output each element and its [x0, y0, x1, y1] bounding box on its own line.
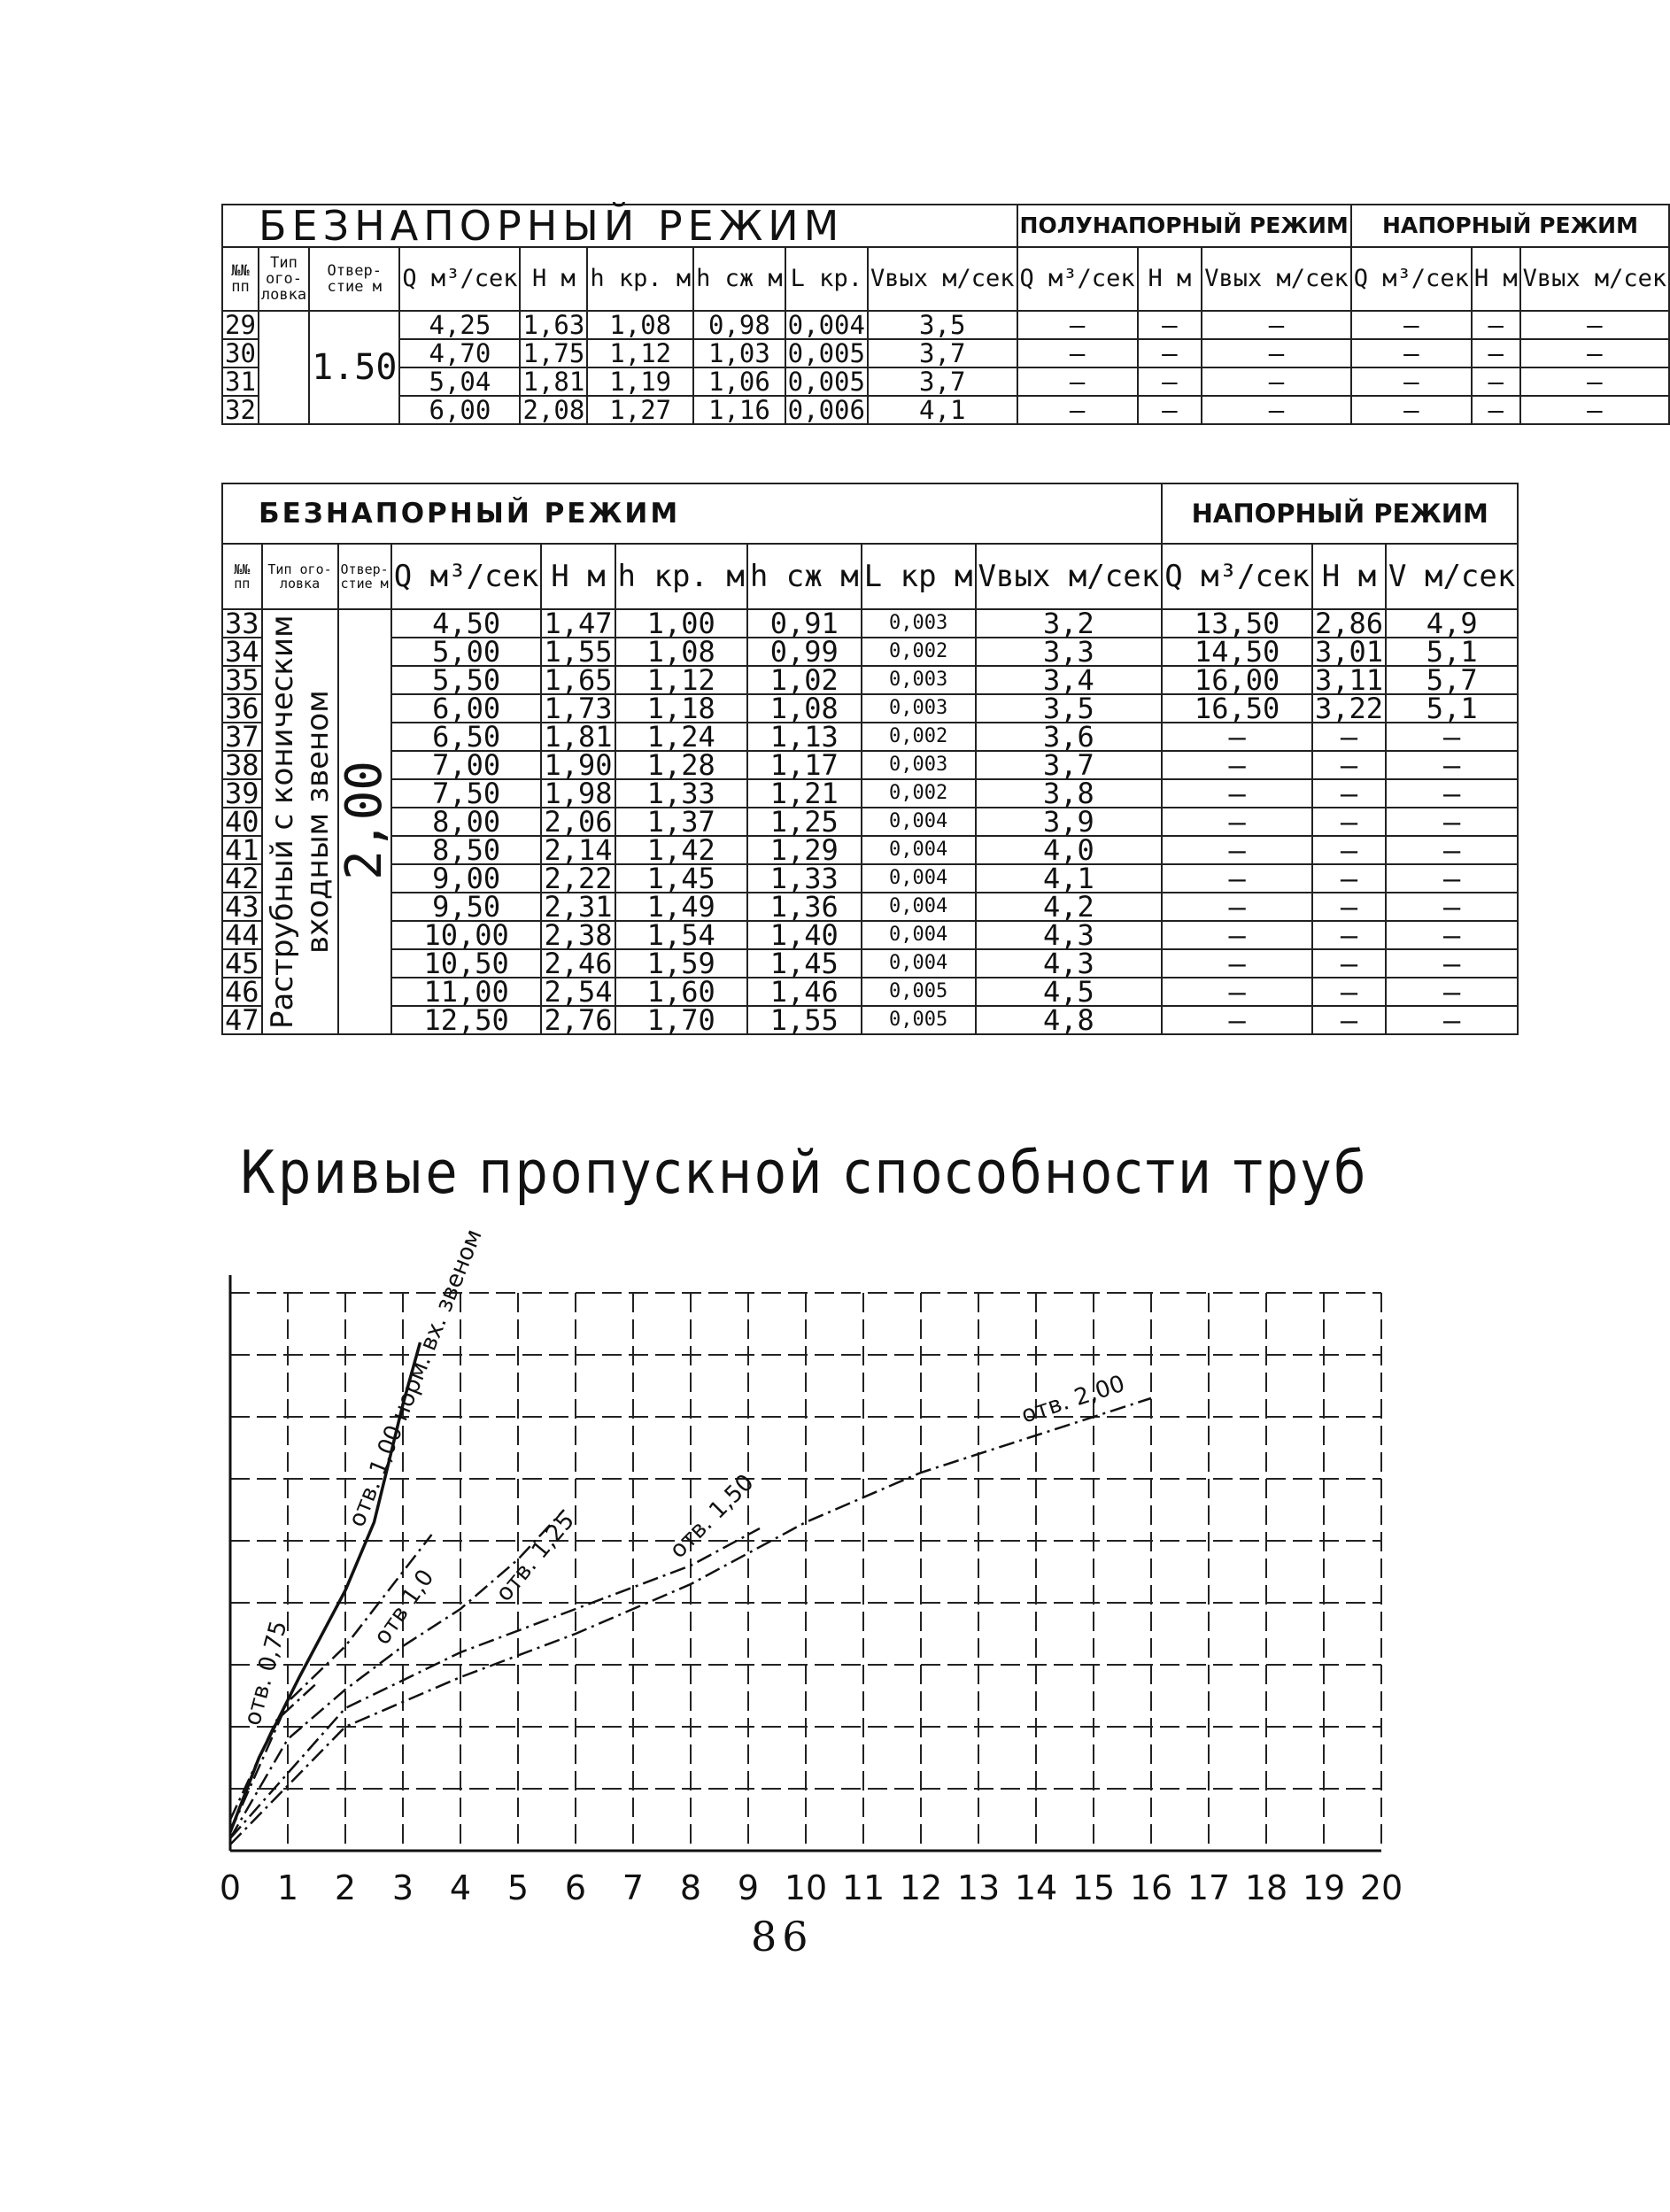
- table-cell-empty: —: [1520, 367, 1670, 396]
- table-cell-V: 4,8: [976, 1006, 1163, 1034]
- table-cell-empty: —: [1017, 311, 1138, 339]
- table-row: [222, 723, 1518, 751]
- table-cell-hkr: 1,42: [615, 836, 747, 864]
- table1-header-cell: Vвых м/сек: [1520, 247, 1670, 311]
- table-cell-n: 29: [222, 311, 259, 339]
- type-label-line-1: Раструбный с коническим: [264, 615, 300, 1029]
- x-tick-label: 5: [506, 1868, 530, 1907]
- table-cell-Lkr: 0,002: [862, 723, 976, 751]
- table-cell-Q: 9,50: [391, 893, 542, 921]
- table-cell-Q: 6,50: [391, 723, 542, 751]
- table-cell-n: 32: [222, 396, 259, 424]
- diameter-value: 2,00: [335, 760, 393, 880]
- table-cell-empty: —: [1386, 723, 1518, 751]
- table1-header-cell: H м: [520, 247, 587, 311]
- table-cell-hkr: 1,27: [587, 396, 693, 424]
- table1-title-mid: ПОЛУНАПОРНЫЙ РЕЖИМ: [1017, 205, 1351, 247]
- table1-title-left: БЕЗНАПОРНЫЙ РЕЖИМ: [222, 205, 1017, 247]
- table-cell-H: 2,38: [541, 921, 615, 949]
- x-tick-label: 1: [276, 1868, 299, 1907]
- x-tick-label: 19: [1302, 1868, 1346, 1907]
- table-cell-V: 3,9: [976, 808, 1163, 836]
- table-cell-Lkr: 0,004: [862, 836, 976, 864]
- table-cell-type: [259, 311, 309, 424]
- table-cell-Lkr: 0,004: [785, 311, 868, 339]
- series-label: отв. 1,00 норм. вх. звеном: [344, 1226, 488, 1531]
- table-cell-hsj: 1,16: [693, 396, 785, 424]
- table-cell-V: 4,1: [868, 396, 1017, 424]
- table1-body: [222, 311, 1669, 424]
- table-cell-empty: —: [1162, 893, 1312, 921]
- capacity-chart: [213, 1226, 1417, 1922]
- table-cell-V: 3,7: [868, 339, 1017, 367]
- table-cell-H: 1,47: [541, 609, 615, 638]
- table-cell-H: 1,81: [520, 367, 587, 396]
- table-row: [222, 666, 1518, 694]
- series-line: [230, 1528, 760, 1838]
- table-cell-Lkr: 0,003: [862, 666, 976, 694]
- table-cell-Hn: 3,11: [1312, 666, 1386, 694]
- table-cell-Q: 8,00: [391, 808, 542, 836]
- table1-title-right: НАПОРНЫЙ РЕЖИМ: [1351, 205, 1669, 247]
- table-cell-n: 34: [222, 638, 262, 666]
- table-cell-H: 1,55: [541, 638, 615, 666]
- table-row: [222, 638, 1518, 666]
- table-cell-hkr: 1,24: [615, 723, 747, 751]
- table-cell-hkr: 1,70: [615, 1006, 747, 1034]
- table-cell-H: 1,81: [541, 723, 615, 751]
- table-cell-empty: —: [1312, 1006, 1386, 1034]
- table-cell-H: 2,06: [541, 808, 615, 836]
- series-label: отв. 1,50: [664, 1469, 760, 1564]
- table-cell-empty: —: [1138, 396, 1202, 424]
- x-tick-label: 10: [784, 1868, 828, 1907]
- table-cell-Lkr: 0,005: [862, 978, 976, 1006]
- table-row: [222, 864, 1518, 893]
- table-cell-V: 3,8: [976, 779, 1163, 808]
- table-cell-empty: —: [1202, 339, 1351, 367]
- table-row: [222, 1006, 1518, 1034]
- table-cell-Lkr: 0,003: [862, 751, 976, 779]
- table-cell-empty: —: [1312, 751, 1386, 779]
- table-cell-empty: —: [1312, 808, 1386, 836]
- table-cell-Q: 5,00: [391, 638, 542, 666]
- table-cell-empty: —: [1162, 978, 1312, 1006]
- table-cell-V: 4,3: [976, 921, 1163, 949]
- x-tick-label: 8: [679, 1868, 702, 1907]
- chart-title: Кривые пропускной способности труб: [239, 1137, 1369, 1208]
- x-tick-label: 20: [1359, 1868, 1403, 1907]
- table-cell-empty: —: [1472, 396, 1520, 424]
- table-cell-hsj: 1,02: [747, 666, 862, 694]
- table-cell-Vn: 5,1: [1386, 638, 1518, 666]
- table-cell-V: 3,5: [976, 694, 1163, 723]
- table2-header-cell: V м/сек: [1386, 544, 1518, 609]
- table2-header-cell: Q м³/сек: [1162, 544, 1312, 609]
- table-cell-V: 3,3: [976, 638, 1163, 666]
- table-cell-empty: —: [1386, 921, 1518, 949]
- table-cell-Vn: 5,7: [1386, 666, 1518, 694]
- table-cell-empty: —: [1386, 978, 1518, 1006]
- table-cell-hsj: 1,25: [747, 808, 862, 836]
- table-cell-Lkr: 0,005: [785, 367, 868, 396]
- table-cell-V: 3,7: [868, 367, 1017, 396]
- table-cell-H: 2,31: [541, 893, 615, 921]
- table-cell-hsj: 1,08: [747, 694, 862, 723]
- table2-header-cell: h сж м: [747, 544, 862, 609]
- table-cell-Q: 5,04: [399, 367, 520, 396]
- table-cell-Lkr: 0,003: [862, 694, 976, 723]
- table-cell-empty: —: [1162, 1006, 1312, 1034]
- table-cell-Q: 4,25: [399, 311, 520, 339]
- table2-title-left: БЕЗНАПОРНЫЙ РЕЖИМ: [222, 483, 1162, 544]
- table-row: [222, 893, 1518, 921]
- table-cell-hsj: 1,29: [747, 836, 862, 864]
- table-cell-Lkr: 0,004: [862, 864, 976, 893]
- table-cell-H: 1,73: [541, 694, 615, 723]
- table-row: [222, 978, 1518, 1006]
- table1-header-cell: h кр. м: [587, 247, 693, 311]
- table-cell-hkr: 1,49: [615, 893, 747, 921]
- x-tick-label: 17: [1187, 1868, 1231, 1907]
- table-cell-hkr: 1,08: [587, 311, 693, 339]
- table-cell-n: 41: [222, 836, 262, 864]
- x-tick-label: 3: [391, 1868, 414, 1907]
- table2-header-cell: №№ пп: [222, 544, 262, 609]
- x-tick-label: 9: [737, 1868, 760, 1907]
- table-cell-n: 42: [222, 864, 262, 893]
- table-cell-hkr: 1,45: [615, 864, 747, 893]
- table-cell-Q: 11,00: [391, 978, 542, 1006]
- table-cell-empty: —: [1312, 921, 1386, 949]
- table-cell-H: 2,54: [541, 978, 615, 1006]
- table-cell-hkr: 1,12: [615, 666, 747, 694]
- table1-header-cell: L кр.: [785, 247, 868, 311]
- series-label: отв 1,0: [368, 1565, 440, 1651]
- table-cell-empty: —: [1162, 921, 1312, 949]
- table-cell-hsj: 0,91: [747, 609, 862, 638]
- table2-header-cell: h кр. м: [615, 544, 747, 609]
- table-cell-V: 4,3: [976, 949, 1163, 978]
- table-cell-n: 40: [222, 808, 262, 836]
- table-cell-empty: —: [1386, 751, 1518, 779]
- table-cell-n: 38: [222, 751, 262, 779]
- table-cell-hsj: 1,13: [747, 723, 862, 751]
- table-cell-n: 47: [222, 1006, 262, 1034]
- table-cell-hsj: 1,45: [747, 949, 862, 978]
- table-cell-Lkr: 0,006: [785, 396, 868, 424]
- table-cell-empty: —: [1472, 311, 1520, 339]
- table-cell-H: 2,14: [541, 836, 615, 864]
- table-cell-V: 3,2: [976, 609, 1163, 638]
- table-cell-hkr: 1,54: [615, 921, 747, 949]
- table-cell-diam: 1.50: [309, 311, 399, 424]
- table-row: [222, 311, 1669, 339]
- table1-header-cell: Vвых м/сек: [1202, 247, 1351, 311]
- table-cell-Q: 9,00: [391, 864, 542, 893]
- table-cell-n: 39: [222, 779, 262, 808]
- table-cell-Q: 4,70: [399, 339, 520, 367]
- table-cell-empty: —: [1386, 779, 1518, 808]
- table-cell-H: 2,76: [541, 1006, 615, 1034]
- table2-header-cell: H м: [541, 544, 615, 609]
- table-cell-hkr: 1,28: [615, 751, 747, 779]
- table-cell-empty: —: [1351, 311, 1472, 339]
- table-1: [221, 204, 1670, 425]
- table-cell-hkr: 1,37: [615, 808, 747, 836]
- x-tick-label: 16: [1129, 1868, 1173, 1907]
- table-cell-Qn: 16,50: [1162, 694, 1312, 723]
- table-cell-hkr: 1,19: [587, 367, 693, 396]
- table-cell-Q: 12,50: [391, 1006, 542, 1034]
- table-cell-empty: —: [1351, 396, 1472, 424]
- table-cell-H: 1,75: [520, 339, 587, 367]
- table-row: [222, 396, 1669, 424]
- table1-header-cell: Отвер- стие м: [309, 247, 399, 311]
- table-cell-n: 35: [222, 666, 262, 694]
- table-row: [222, 808, 1518, 836]
- table-row: [222, 339, 1669, 367]
- table-cell-empty: —: [1162, 949, 1312, 978]
- table-cell-hsj: 0,98: [693, 311, 785, 339]
- x-tick-label: 2: [334, 1868, 357, 1907]
- table1-header-cell: H м: [1138, 247, 1202, 311]
- table-cell-Vn: 4,9: [1386, 609, 1518, 638]
- table2-body: [222, 607, 1518, 1037]
- table-cell-empty: —: [1386, 893, 1518, 921]
- table-cell-hsj: 1,33: [747, 864, 862, 893]
- table-cell-Lkr: 0,004: [862, 949, 976, 978]
- table-cell-Q: 7,00: [391, 751, 542, 779]
- table-cell-Hn: 3,22: [1312, 694, 1386, 723]
- table-row: [222, 779, 1518, 808]
- table-cell-H: 1,63: [520, 311, 587, 339]
- table-cell-Q: 8,50: [391, 836, 542, 864]
- table-cell-V: 3,4: [976, 666, 1163, 694]
- table1-header-cell: Vвых м/сек: [868, 247, 1017, 311]
- table-cell-empty: —: [1162, 808, 1312, 836]
- table-row: [222, 836, 1518, 864]
- x-tick-label: 0: [219, 1868, 242, 1907]
- table-cell-Lkr: 0,004: [862, 808, 976, 836]
- x-tick-label: 7: [622, 1868, 645, 1907]
- table-cell-empty: —: [1386, 836, 1518, 864]
- table-cell-empty: —: [1312, 893, 1386, 921]
- table-cell-hsj: 1,55: [747, 1006, 862, 1034]
- table-cell-Lkr: 0,003: [862, 609, 976, 638]
- table-cell-empty: —: [1520, 396, 1670, 424]
- table-cell-Q: 5,50: [391, 666, 542, 694]
- table-cell-hkr: 1,08: [615, 638, 747, 666]
- table-cell-type: [262, 609, 338, 1034]
- table-cell-empty: —: [1472, 367, 1520, 396]
- table-cell-empty: —: [1312, 949, 1386, 978]
- table1-header-cell: Q м³/сек: [399, 247, 520, 311]
- table-cell-Lkr: 0,004: [862, 893, 976, 921]
- table-cell-empty: —: [1162, 864, 1312, 893]
- table-cell-Qn: 13,50: [1162, 609, 1312, 638]
- series-label: отв. 1,25: [491, 1507, 581, 1607]
- table-cell-empty: —: [1202, 396, 1351, 424]
- series-label: отв. 2,00: [1017, 1370, 1129, 1429]
- table-cell-Lkr: 0,002: [862, 638, 976, 666]
- table-cell-empty: —: [1386, 864, 1518, 893]
- table2-header-cell: Vвых м/сек: [976, 544, 1163, 609]
- table-row: [222, 921, 1518, 949]
- table-cell-V: 4,5: [976, 978, 1163, 1006]
- table-cell-Lkr: 0,005: [862, 1006, 976, 1034]
- table-cell-hsj: 1,03: [693, 339, 785, 367]
- table-cell-Vn: 5,1: [1386, 694, 1518, 723]
- table-cell-empty: —: [1386, 1006, 1518, 1034]
- table-cell-hsj: 1,36: [747, 893, 862, 921]
- table-cell-H: 1,98: [541, 779, 615, 808]
- table-cell-H: 2,08: [520, 396, 587, 424]
- table-cell-empty: —: [1520, 311, 1670, 339]
- table-row: [222, 367, 1669, 396]
- table-cell-empty: —: [1351, 367, 1472, 396]
- table1-header-cell: Q м³/сек: [1351, 247, 1472, 311]
- table-cell-n: 36: [222, 694, 262, 723]
- table-cell-empty: —: [1520, 339, 1670, 367]
- table-cell-Qn: 14,50: [1162, 638, 1312, 666]
- table-cell-hsj: 1,46: [747, 978, 862, 1006]
- page-number: 86: [751, 1913, 814, 1961]
- table2-header-cell: Тип ого- ловка: [262, 544, 338, 609]
- table-row: [222, 751, 1518, 779]
- table-cell-n: 33: [222, 609, 262, 638]
- table-2: [221, 483, 1519, 1035]
- series-label: отв. 0,75: [239, 1618, 293, 1729]
- table-cell-Qn: 16,00: [1162, 666, 1312, 694]
- x-tick-label: 14: [1014, 1868, 1058, 1907]
- table-cell-n: 45: [222, 949, 262, 978]
- table-cell-empty: —: [1017, 396, 1138, 424]
- table-row: [222, 609, 1518, 638]
- table-cell-hkr: 1,59: [615, 949, 747, 978]
- table-cell-Hn: 3,01: [1312, 638, 1386, 666]
- table-cell-V: 3,5: [868, 311, 1017, 339]
- table-cell-H: 2,46: [541, 949, 615, 978]
- type-label-line-2: входным звеном: [299, 690, 336, 954]
- table-cell-V: 4,2: [976, 893, 1163, 921]
- table-cell-n: 43: [222, 893, 262, 921]
- table-cell-Q: 10,50: [391, 949, 542, 978]
- table-cell-hsj: 1,17: [747, 751, 862, 779]
- table-cell-empty: —: [1017, 367, 1138, 396]
- table2-header-cell: H м: [1312, 544, 1386, 609]
- table-cell-empty: —: [1162, 751, 1312, 779]
- table-cell-Lkr: 0,002: [862, 779, 976, 808]
- table-cell-empty: —: [1138, 339, 1202, 367]
- table-cell-empty: —: [1312, 864, 1386, 893]
- table-cell-H: 1,65: [541, 666, 615, 694]
- table-cell-hsj: 1,06: [693, 367, 785, 396]
- table-cell-empty: —: [1162, 723, 1312, 751]
- table-cell-empty: —: [1472, 339, 1520, 367]
- x-tick-label: 13: [956, 1868, 1001, 1907]
- x-tick-label: 11: [841, 1868, 885, 1907]
- table2-title-right: НАПОРНЫЙ РЕЖИМ: [1162, 483, 1518, 544]
- table1-header-cell: Тип ого- ловка: [259, 247, 309, 311]
- table-cell-empty: —: [1017, 339, 1138, 367]
- table-cell-hsj: 1,21: [747, 779, 862, 808]
- table-cell-V: 4,0: [976, 836, 1163, 864]
- table-cell-n: 46: [222, 978, 262, 1006]
- table-cell-n: 30: [222, 339, 259, 367]
- table2-header-cell: L кр м: [862, 544, 976, 609]
- table2-header-cell: Q м³/сек: [391, 544, 542, 609]
- table-cell-hkr: 1,00: [615, 609, 747, 638]
- table-cell-V: 3,7: [976, 751, 1163, 779]
- table-cell-Q: 6,00: [399, 396, 520, 424]
- table-cell-H: 2,22: [541, 864, 615, 893]
- table-cell-empty: —: [1312, 978, 1386, 1006]
- x-tick-label: 18: [1244, 1868, 1288, 1907]
- table1-header-row: [222, 247, 1669, 311]
- table-cell-Lkr: 0,004: [862, 921, 976, 949]
- x-tick-label: 6: [564, 1868, 587, 1907]
- table-cell-hkr: 1,18: [615, 694, 747, 723]
- table1-header-cell: Q м³/сек: [1017, 247, 1138, 311]
- table-cell-hsj: 0,99: [747, 638, 862, 666]
- table-cell-H: 1,90: [541, 751, 615, 779]
- table-cell-Lkr: 0,005: [785, 339, 868, 367]
- table-cell-Q: 6,00: [391, 694, 542, 723]
- table-cell-empty: —: [1386, 808, 1518, 836]
- table-cell-empty: —: [1138, 311, 1202, 339]
- table-cell-empty: —: [1162, 836, 1312, 864]
- x-tick-label: 12: [899, 1868, 943, 1907]
- table-cell-empty: —: [1138, 367, 1202, 396]
- table-cell-Q: 4,50: [391, 609, 542, 638]
- table-row: [222, 694, 1518, 723]
- table-cell-empty: —: [1202, 311, 1351, 339]
- table2-header-cell: Отвер- стие м: [338, 544, 391, 609]
- table-cell-empty: —: [1351, 339, 1472, 367]
- table-cell-Q: 7,50: [391, 779, 542, 808]
- table-cell-hkr: 1,60: [615, 978, 747, 1006]
- table-cell-hkr: 1,12: [587, 339, 693, 367]
- table-cell-Q: 10,00: [391, 921, 542, 949]
- table-cell-empty: —: [1312, 723, 1386, 751]
- table1-header-cell: №№ пп: [222, 247, 259, 311]
- table-cell-V: 4,1: [976, 864, 1163, 893]
- x-tick-label: 15: [1071, 1868, 1116, 1907]
- table-cell-n: 37: [222, 723, 262, 751]
- table-cell-n: 44: [222, 921, 262, 949]
- table2-header-row: [222, 544, 1518, 609]
- table-cell-empty: —: [1312, 779, 1386, 808]
- x-tick-label: 4: [449, 1868, 472, 1907]
- table-cell-V: 3,6: [976, 723, 1163, 751]
- table-cell-diameter: [335, 609, 393, 1034]
- table-cell-empty: —: [1312, 836, 1386, 864]
- table1-header-cell: H м: [1472, 247, 1520, 311]
- table1-header-cell: h сж м: [693, 247, 785, 311]
- table-cell-hkr: 1,33: [615, 779, 747, 808]
- table-cell-Hn: 2,86: [1312, 609, 1386, 638]
- table-cell-n: 31: [222, 367, 259, 396]
- table-cell-hsj: 1,40: [747, 921, 862, 949]
- table-cell-empty: —: [1386, 949, 1518, 978]
- table-cell-empty: —: [1202, 367, 1351, 396]
- table-cell-empty: —: [1162, 779, 1312, 808]
- table-row: [222, 949, 1518, 978]
